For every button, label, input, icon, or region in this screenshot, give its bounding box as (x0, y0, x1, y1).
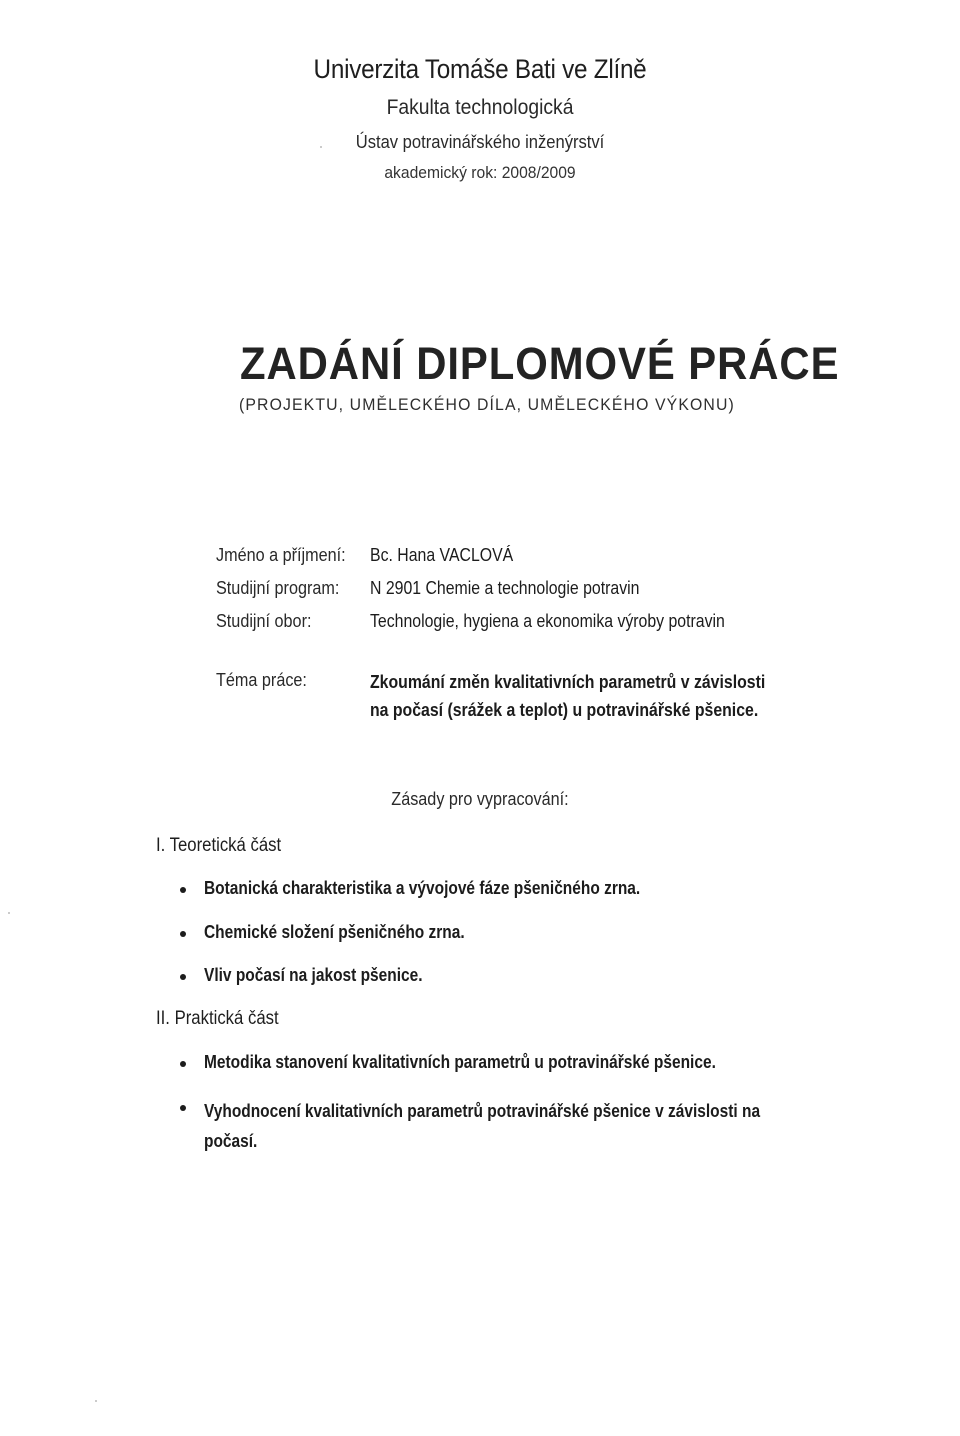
name-label: Jméno a příjmení: (216, 545, 346, 565)
bullet-icon (180, 1105, 186, 1111)
bullet-icon (180, 931, 186, 937)
list-item-text: Chemické složení pšeničného zrna. (204, 922, 465, 942)
topic-line-1: Zkoumání změn kvalitativních parametrů v závislosti (370, 672, 766, 692)
university-name: Univerzita Tomáše Bati ve Zlíně (313, 54, 647, 84)
name-value: Bc. Hana VACLOVÁ (370, 545, 514, 565)
program-label: Studijní program: (216, 578, 340, 598)
scan-speck (8, 912, 10, 914)
list-item-text: Metodika stanovení kvalitativních parametrů u potravinářské pšenice. (204, 1052, 716, 1072)
document-subtitle: (PROJEKTU, UMĚLECKÉHO DÍLA, UMĚLECKÉHO VÝKONU) (239, 395, 735, 414)
list-item-text: Botanická charakteristika a vývojové fáze pšeničného zrna. (204, 878, 641, 898)
bullet-icon (180, 1061, 186, 1067)
topic-line-2: na počasí (srážek a teplot) u potravinářské pšenice. (370, 700, 759, 720)
principles-heading: Zásady pro vypracování: (391, 789, 569, 809)
section-heading-practical: II. Praktická část (156, 1008, 279, 1029)
program-value: N 2901 Chemie a technologie potravin (370, 578, 640, 598)
bullet-icon (180, 887, 186, 893)
scan-speck (95, 1400, 97, 1402)
institute-name: Ústav potravinářského inženýrství (355, 132, 605, 152)
faculty-name: Fakulta technologická (386, 96, 574, 119)
field-value: Technologie, hygiena a ekonomika výroby potravin (370, 611, 725, 631)
scan-speck (320, 146, 322, 148)
section-heading-theoretical: I. Teoretická část (156, 835, 282, 856)
academic-year: akademický rok: 2008/2009 (384, 163, 576, 182)
document-title: ZADÁNÍ DIPLOMOVÉ PRÁCE (240, 338, 840, 389)
field-label: Studijní obor: (216, 611, 312, 631)
list-item-text: Vliv počasí na jakost pšenice. (204, 965, 423, 985)
list-item-text: Vyhodnocení kvalitativních parametrů potravinářské pšenice v závislosti na počasí. (204, 1101, 761, 1151)
bullet-icon (180, 974, 186, 980)
topic-label: Téma práce: (216, 670, 307, 690)
